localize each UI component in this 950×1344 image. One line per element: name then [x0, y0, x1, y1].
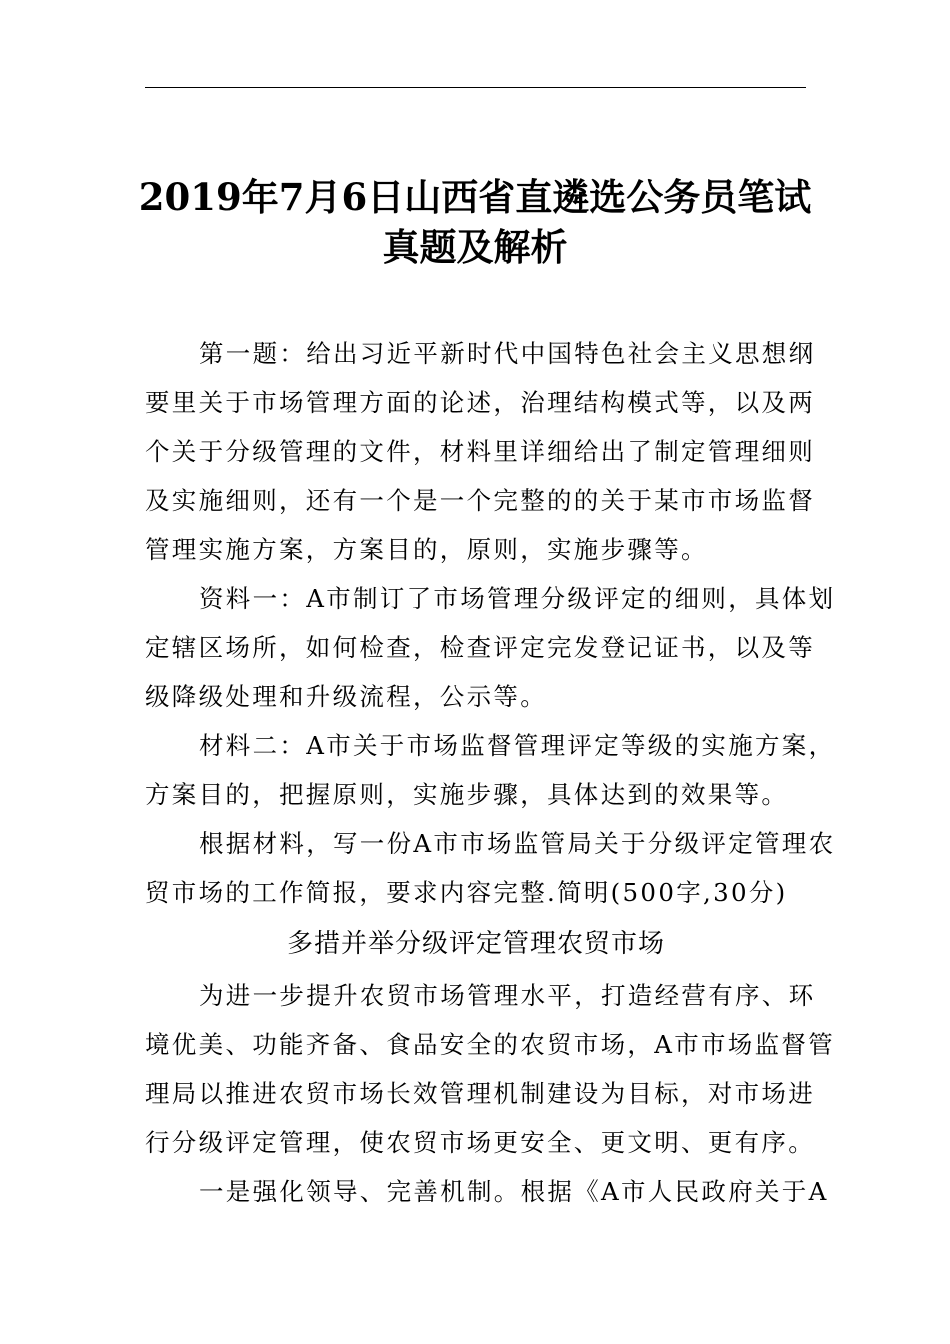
title-line-1: 2019年7月6日山西省直遴选公务员笔试 — [138, 175, 812, 219]
text-line: 管理实施方案，方案目的，原则，实施步骤等。 — [145, 535, 708, 564]
text-line: 境优美、功能齐备、食品安全的农贸市场，A市市场监督管 — [145, 1030, 835, 1059]
answer-paragraph-2 — [145, 1167, 829, 1216]
text-line: 级降级处理和升级流程，公示等。 — [145, 682, 547, 711]
header-rule — [145, 87, 806, 88]
title-line-2: 真题及解析 — [382, 225, 568, 269]
text-line: 理局以推进农贸市场长效管理机制建设为目标，对市场进 — [145, 1079, 815, 1108]
question-paragraph-1 — [145, 329, 816, 574]
document-body — [145, 329, 836, 1216]
text-line: 要里关于市场管理方面的论述，治理结构模式等，以及两 — [145, 388, 815, 417]
text-line: 一是强化领导、完善机制。根据《A市人民政府关于A — [199, 1177, 829, 1206]
text-line: 根据材料，写一份A市市场监管局关于分级评定管理农 — [199, 829, 836, 858]
text-line: 行分级评定管理，使农贸市场更安全、更文明、更有序。 — [145, 1128, 815, 1157]
answer-paragraph-1 — [145, 971, 835, 1167]
answer-heading: 多措并举分级评定管理农贸市场 — [286, 929, 665, 959]
text-line: 贸市场的工作简报，要求内容完整.简明(500字,30分) — [145, 878, 788, 907]
text-line: 为进一步提升农贸市场管理水平，打造经营有序、环 — [199, 981, 816, 1010]
text-line: 个关于分级管理的文件，材料里详细给出了制定管理细则 — [145, 437, 815, 466]
text-line: 及实施细则，还有一个是一个完整的的关于某市市场监督 — [145, 486, 815, 515]
text-line: 第一题：给出习近平新时代中国特色社会主义思想纲 — [199, 339, 816, 368]
document-title — [120, 172, 830, 272]
text-line: 材料二：A市关于市场监督管理评定等级的实施方案， — [199, 731, 836, 760]
text-line: 资料一：A市制订了市场管理分级评定的细则，具体划 — [199, 584, 836, 613]
text-line: 定辖区场所，如何检查，检查评定完发登记证书，以及等 — [145, 633, 815, 662]
task-paragraph — [145, 819, 836, 917]
text-line: 方案目的，把握原则，实施步骤，具体达到的效果等。 — [145, 780, 789, 809]
material-paragraph-2 — [145, 721, 836, 819]
material-paragraph-1 — [145, 574, 836, 721]
